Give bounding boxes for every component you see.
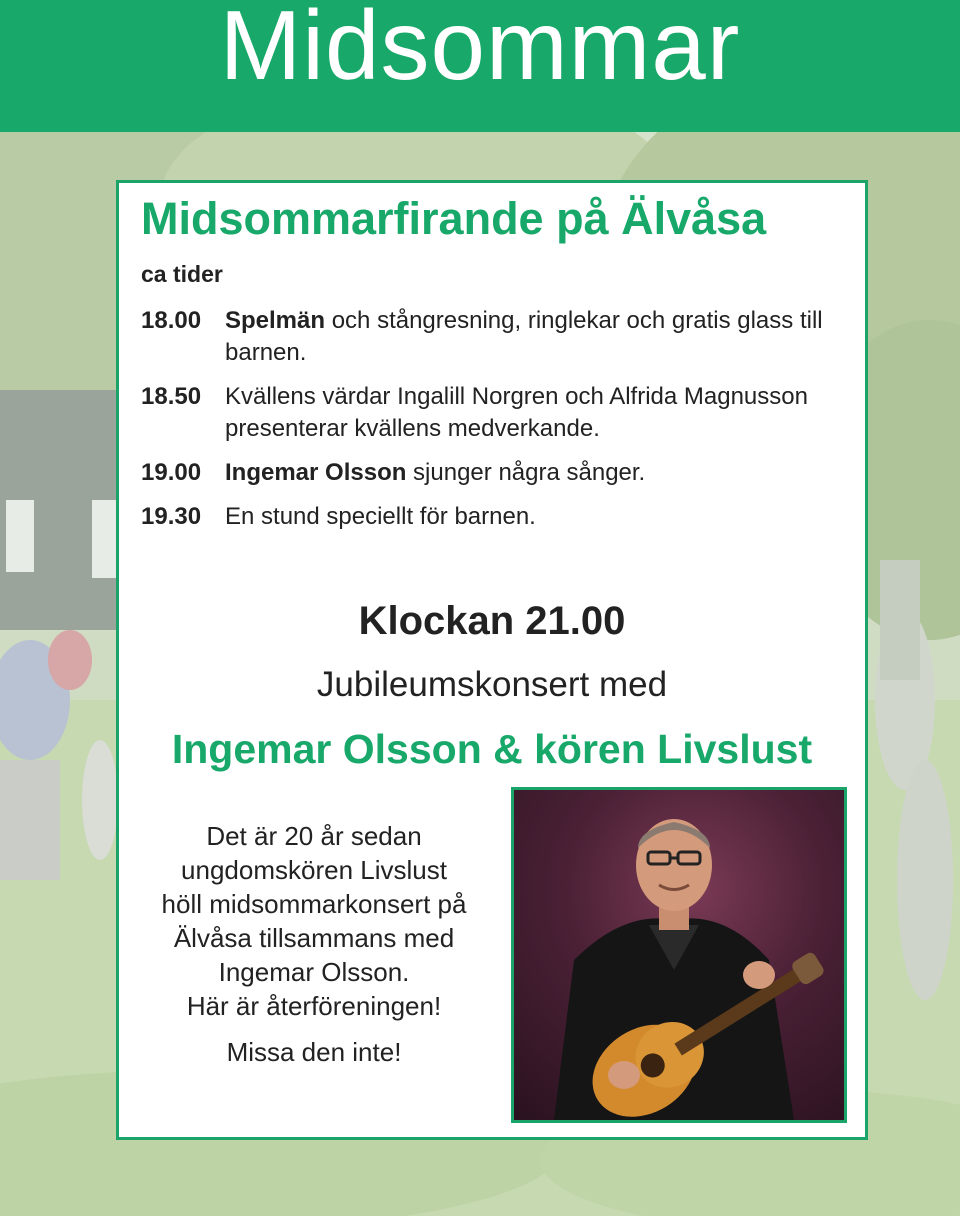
schedule-item [141, 501, 841, 533]
story-line: Ingemar Olsson. [218, 957, 410, 987]
event-card [116, 180, 868, 1140]
schedule-description: Ingemar Olsson sjunger några sånger. [225, 459, 646, 486]
story-line: Här är återföreningen! [186, 991, 442, 1021]
header-banner [0, 0, 960, 132]
schedule-time: 18.00 [141, 307, 202, 334]
concert-time: Klockan 21.00 [358, 599, 626, 643]
schedule-time: 19.30 [141, 503, 202, 530]
headliner: Ingemar Olsson & kören Livslust [171, 726, 813, 772]
schedule-time: 19.00 [141, 459, 202, 486]
story-line: ungdomskören Livslust [181, 855, 447, 885]
schedule-time: 18.50 [141, 383, 202, 410]
schedule-item [141, 305, 841, 369]
approx-times-label: ca tider [141, 261, 223, 287]
schedule-description: Spelmän och stångresning, ringlekar och gratis glass till barnen. [225, 307, 823, 366]
schedule-item [141, 381, 841, 445]
story-text [131, 819, 497, 1069]
schedule-item [141, 457, 841, 489]
performer-photo [511, 787, 847, 1123]
story-line: höll midsommarkonsert på [161, 889, 467, 919]
event-title: Midsommarfirande på Älvåsa [141, 193, 767, 244]
story-line: Det är 20 år sedan [206, 821, 422, 851]
call-to-action: Missa den inte! [226, 1037, 402, 1067]
schedule-description: En stund speciellt för barnen. [225, 503, 536, 530]
schedule-list [141, 305, 841, 545]
performer-illustration [514, 790, 844, 1120]
story-line: Älvåsa tillsammans med [173, 923, 455, 953]
schedule-description: Kvällens värdar Ingalill Norgren och Alfrida Magnusson presenterar kvällens medverkande. [225, 383, 808, 442]
banner-title: Midsommar [219, 0, 741, 100]
concert-intro: Jubileumskonsert med [316, 665, 668, 704]
